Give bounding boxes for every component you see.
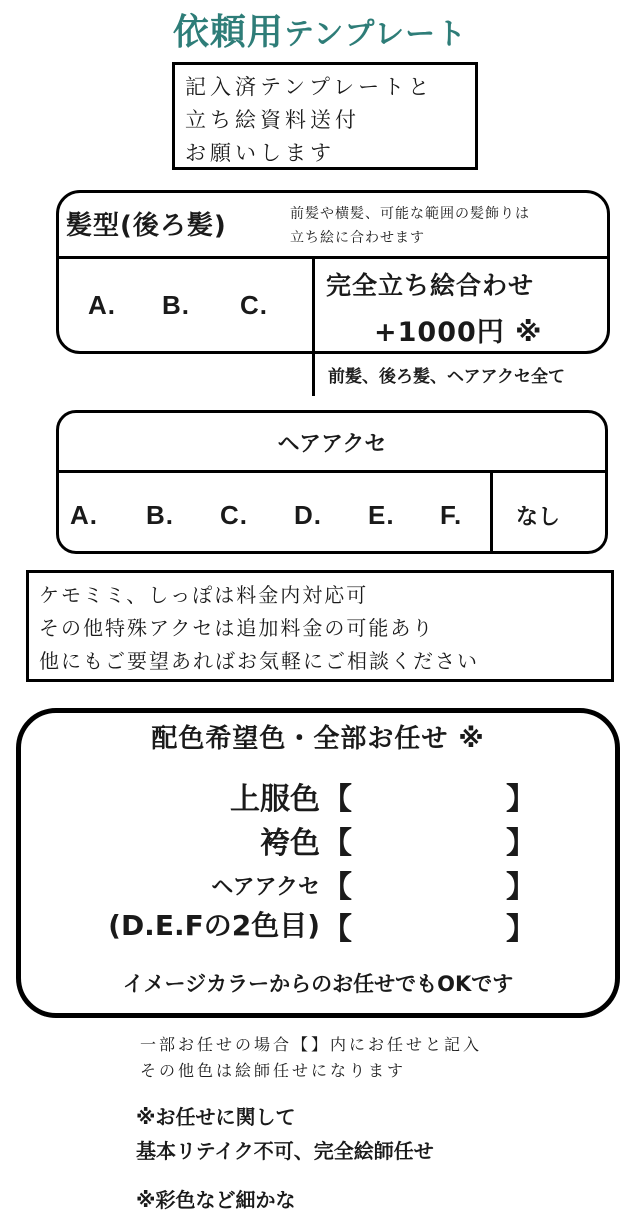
accessory-none[interactable]: なし <box>516 505 561 530</box>
notice-line: 記入済テンプレートと <box>185 75 434 99</box>
info-line: ケモミミ、しっぽは料金内対応可 <box>39 583 369 607</box>
color-row-close-bracket: 】 <box>506 912 536 947</box>
color-row-label: 上服色 <box>230 782 320 817</box>
hairstyle-option-b[interactable]: B. <box>162 290 190 320</box>
full-match-note: 前髪、後ろ髪、ヘアアクセ全て <box>328 367 565 387</box>
accessory-option-d[interactable]: D. <box>294 500 322 530</box>
accessory-divider <box>56 470 608 473</box>
accessory-option-a[interactable]: A. <box>70 500 98 530</box>
color-row-close-bracket: 】 <box>506 826 536 861</box>
color-row-open-bracket: 【 <box>322 782 352 817</box>
hairstyle-note-line: 立ち絵に合わせます <box>290 230 425 246</box>
color-row-open-bracket: 【 <box>322 870 352 905</box>
accessory-vdivider <box>490 472 493 552</box>
hairstyle-title: 髪型(後ろ髪) <box>66 211 227 241</box>
hairstyle-note <box>290 202 610 250</box>
notice-box <box>172 62 478 170</box>
hairstyle-vdivider <box>312 258 315 352</box>
color-row-close-bracket: 】 <box>506 782 536 817</box>
full-match-price: +1000円 ※ <box>374 317 543 348</box>
accessory-option-e[interactable]: E. <box>368 500 395 530</box>
accessory-title: ヘアアクセ <box>277 432 387 457</box>
notice-line: 立ち絵資料送付 <box>185 108 360 132</box>
color-row-label: (D.E.Fの2色目) <box>108 909 320 942</box>
color-row-close-bracket: 】 <box>506 870 536 905</box>
hairstyle-note-line: 前髪や横髪、可能な範囲の髪飾りは <box>290 206 530 222</box>
hairstyle-option-c[interactable]: C. <box>240 290 268 320</box>
footnote-line: 一部お任せの場合【】内にお任せと記入 <box>140 1035 483 1054</box>
title-suffix: テンプレート <box>283 17 468 52</box>
disclaimer <box>136 1100 434 1168</box>
full-match-connector <box>312 354 315 396</box>
accessory-option-f[interactable]: F. <box>440 500 463 530</box>
hairstyle-divider <box>56 256 610 259</box>
image-color-note: イメージカラーからのお任せでもOKです <box>122 972 514 996</box>
info-box <box>26 570 614 682</box>
color-row-open-bracket: 【 <box>322 826 352 861</box>
footnote-line: その他色は絵師任せになります <box>140 1061 407 1080</box>
notice-line: お願いします <box>185 141 335 165</box>
color-request-title: 配色希望色・全部お任せ ※ <box>151 724 485 754</box>
color-row-label: 袴色 <box>260 826 320 861</box>
accessory-option-c[interactable]: C. <box>220 500 248 530</box>
cut-off-line: ※彩色など細かな <box>136 1188 296 1212</box>
color-row-label: ヘアアクセ <box>211 875 320 900</box>
disclaimer-line: 基本リテイク不可、完全絵師任せ <box>136 1139 434 1163</box>
accessory-option-b[interactable]: B. <box>146 500 174 530</box>
page-title <box>0 4 640 55</box>
info-line: 他にもご要望あればお気軽にご相談ください <box>39 649 479 673</box>
hairstyle-option-a[interactable]: A. <box>88 290 116 320</box>
full-match-label[interactable]: 完全立ち絵合わせ <box>326 271 535 300</box>
title-main: 依頼用 <box>172 12 284 53</box>
footnote <box>140 1032 482 1084</box>
info-line: その他特殊アクセは追加料金の可能あり <box>39 616 435 640</box>
color-row-open-bracket: 【 <box>322 912 352 947</box>
disclaimer-line: ※お任せに関して <box>136 1105 296 1129</box>
